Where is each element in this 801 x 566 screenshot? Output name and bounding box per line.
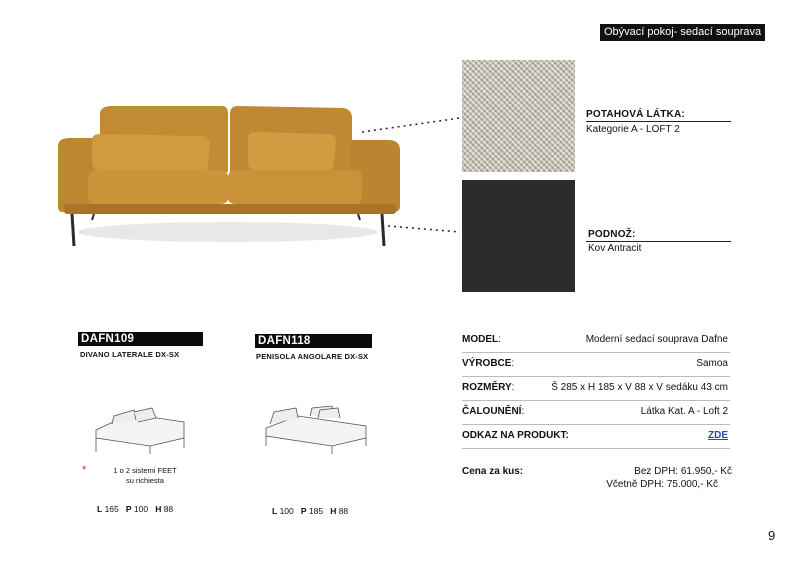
spec-row-model [462, 328, 730, 353]
base-title: PODNOŽ: [588, 229, 636, 240]
dim-label: P [300, 506, 307, 516]
dim-label: L [97, 504, 103, 514]
fabric-swatch [462, 60, 575, 172]
spec-value: Moderní sedací souprava Dafne [585, 334, 728, 345]
base-divider [586, 241, 731, 242]
dim-value: 165 [104, 504, 119, 514]
spec-label: ČALOUNĚNÍ: [462, 406, 525, 417]
spec-row-product-link [462, 424, 730, 449]
module-note [100, 466, 190, 486]
sofa-image [52, 100, 404, 260]
category-tag: Obývací pokoj- sedací souprava [600, 24, 765, 41]
note-line: 1 o 2 sistemi FEET [113, 466, 177, 475]
module-code: DAFN109 [78, 332, 203, 346]
module-sketch [262, 402, 372, 457]
spec-row-dimensions [462, 376, 730, 401]
spec-value: Samoa [696, 358, 728, 369]
module-code: DAFN118 [255, 334, 372, 348]
note-asterisk: * [82, 464, 87, 476]
dim-value: 185 [308, 506, 324, 516]
spec-row-manufacturer [462, 352, 730, 377]
dim-label: H [155, 504, 162, 514]
price-without-vat: Bez DPH: 61.950,- Kč [634, 466, 732, 477]
spec-label: MODEL: [462, 334, 501, 345]
product-link[interactable]: ZDE [708, 430, 728, 441]
spec-row-upholstery [462, 400, 730, 425]
base-swatch [462, 180, 575, 292]
spec-label: VÝROBCE: [462, 358, 515, 369]
module-dimensions [97, 504, 173, 514]
module-name: DIVANO LATERALE DX-SX [80, 350, 180, 359]
spec-value: Š 285 x H 185 x V 88 x V sedáku 43 cm [551, 382, 728, 393]
dim-label: L [272, 506, 278, 516]
price-with-vat: Včetně DPH: 75.000,- Kč [606, 479, 718, 490]
base-value: Kov Antracit [588, 243, 642, 254]
fabric-divider [586, 121, 731, 122]
dim-value: 88 [338, 506, 349, 516]
spec-label: ROZMĚRY: [462, 382, 515, 393]
fabric-title: POTAHOVÁ LÁTKA: [586, 109, 685, 120]
spec-label: ODKAZ NA PRODUKT: [462, 430, 569, 441]
dim-value: 88 [163, 504, 174, 514]
module-name: PENISOLA ANGOLARE DX-SX [256, 352, 369, 361]
dim-label: P [125, 504, 132, 514]
spec-value: Látka Kat. A - Loft 2 [640, 406, 728, 417]
note-line: su richiesta [126, 476, 164, 485]
module-dimensions [272, 506, 348, 516]
dim-value: 100 [133, 504, 149, 514]
price-label: Cena za kus: [462, 466, 524, 477]
module-sketch [90, 400, 190, 455]
dim-value: 100 [279, 506, 294, 516]
dim-label: H [330, 506, 337, 516]
fabric-value: Kategorie A - LOFT 2 [586, 124, 680, 135]
page-number: 9 [768, 528, 776, 543]
